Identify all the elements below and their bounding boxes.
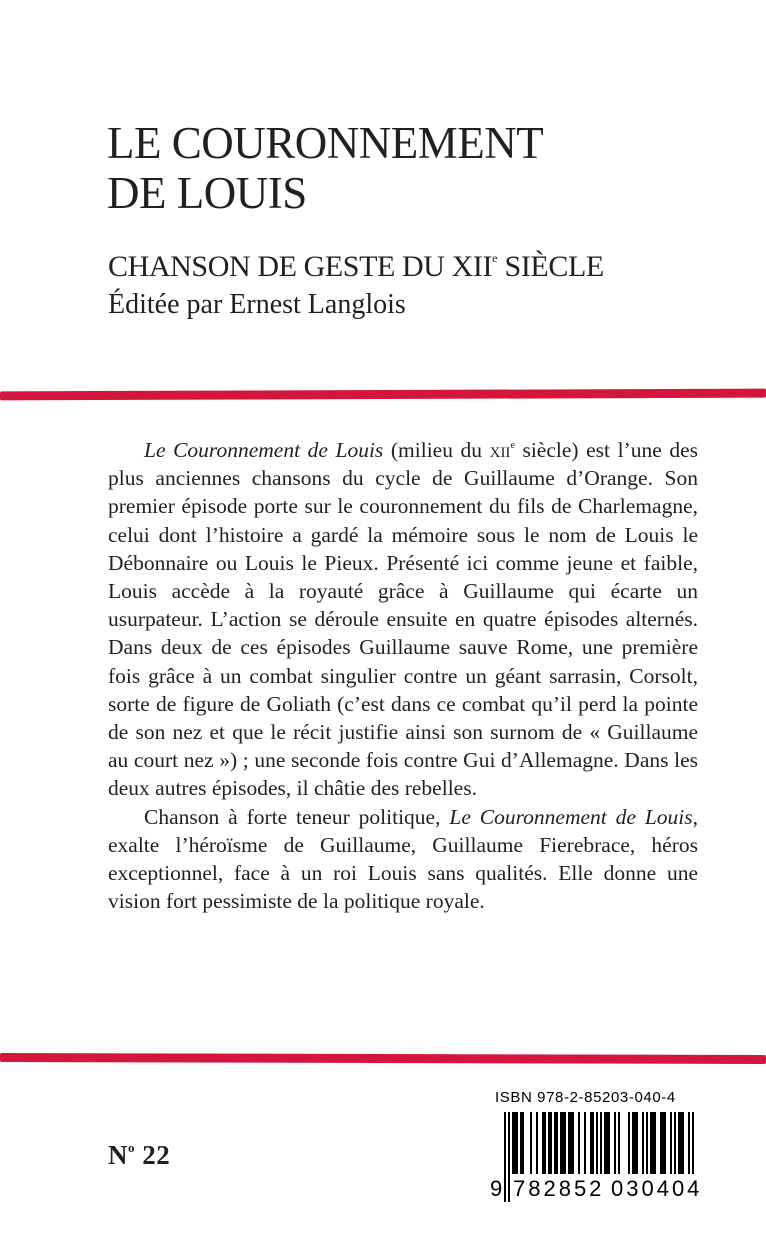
- blurb-century-sup: e: [510, 440, 515, 451]
- barcode-bar: [614, 1112, 616, 1174]
- barcode-bar: [650, 1112, 652, 1174]
- barcode-bar: [592, 1112, 594, 1174]
- barcode-bar: [628, 1112, 630, 1174]
- barcode-bar: [590, 1112, 592, 1174]
- title-line-1: LE COURONNEMENT: [107, 118, 544, 168]
- subtitle-superscript: e: [492, 251, 498, 265]
- back-cover-blurb: [108, 432, 698, 915]
- barcode-bar: [536, 1112, 538, 1174]
- series-number: [108, 1140, 170, 1171]
- barcode-bar: [548, 1112, 550, 1174]
- barcode-bar: [670, 1112, 672, 1174]
- barcode-bar: [542, 1112, 544, 1174]
- isbn-barcode-block: [490, 1088, 710, 1208]
- barcode-bar: [512, 1112, 514, 1174]
- blurb-title-italic: Le Couronnement de Louis: [449, 804, 693, 829]
- barcode-bar: [522, 1112, 524, 1174]
- barcode-bar: [572, 1112, 574, 1174]
- blurb-title-italic: Le Couronnement de Louis: [144, 438, 384, 462]
- blurb-paragraph-1: [108, 432, 698, 803]
- blurb-text: Chanson à forte teneur politique,: [144, 804, 450, 829]
- barcode-bar: [556, 1112, 558, 1174]
- barcode-bar: [604, 1112, 606, 1174]
- barcode-bar: [662, 1112, 664, 1174]
- series-label-sup: o: [128, 1140, 135, 1155]
- barcode-bar: [564, 1112, 566, 1174]
- title-line-2: DE LOUIS: [107, 168, 307, 218]
- book-title: [107, 118, 543, 218]
- barcode-bar: [520, 1112, 522, 1174]
- subtitle-century-word: SIÈCLE: [497, 250, 604, 283]
- barcode-bar: [674, 1112, 676, 1174]
- barcode-bar: [646, 1112, 648, 1174]
- barcode-guard-bar: [508, 1112, 510, 1202]
- top-red-divider: [0, 389, 766, 401]
- barcode-bar: [678, 1112, 680, 1174]
- barcode-bar: [632, 1112, 634, 1174]
- blurb-century: xii: [489, 438, 511, 462]
- barcode-bar: [608, 1112, 610, 1174]
- barcode-bar: [550, 1112, 552, 1174]
- barcode-bar: [664, 1112, 666, 1174]
- barcode-bar: [544, 1112, 546, 1174]
- barcode-bar: [618, 1112, 620, 1174]
- bottom-red-divider: [0, 1053, 766, 1064]
- barcode-bar: [584, 1112, 586, 1174]
- barcode-bar: [606, 1112, 608, 1174]
- barcode-digits-left: 782852: [511, 1174, 606, 1204]
- barcode-bar: [562, 1112, 564, 1174]
- barcode-bar: [554, 1112, 556, 1174]
- barcode-bar: [660, 1112, 662, 1174]
- book-subtitle: [108, 238, 604, 287]
- series-label: N: [108, 1140, 128, 1170]
- barcode-digits-right: 030404: [609, 1174, 704, 1204]
- blurb-text: (milieu du: [383, 438, 490, 462]
- barcode-bar: [578, 1112, 580, 1174]
- barcode-bar: [516, 1112, 518, 1174]
- barcode-bar: [652, 1112, 654, 1174]
- blurb-text: , exalte l’héroïsme de Guillaume, Guillaume Fierebrace, héros exceptionnel, face à un roi Louis sans qualités. Elle donne une vision fort pessimiste de la politique royale.: [108, 804, 698, 914]
- barcode-bar: [570, 1112, 572, 1174]
- barcode-bar: [634, 1112, 636, 1174]
- blurb-paragraph-2: [108, 803, 698, 916]
- barcode-bar: [636, 1112, 638, 1174]
- barcode-bar: [530, 1112, 532, 1174]
- barcode-bar: [682, 1112, 684, 1174]
- isbn-label: ISBN 978-2-85203-040-4: [495, 1089, 676, 1106]
- barcode-bar: [568, 1112, 570, 1174]
- barcode-digit-lead: 9: [490, 1176, 506, 1201]
- blurb-text: siècle) est l’une des plus anciennes chansons du cycle de Guillaume d’Orange. Son premier épisode porte sur le couronnement du fils de Charlemagne, celui dont l’histoire a gardé la mémoire sous le nom de Louis le Débonnaire ou Louis le Pieux. Présenté ici comme jeune et faible, Louis accède à la royauté grâce à Guillaume qui écarte un usurpateur. L’action se déroule ensuite en quatre épisodes alternés. Dans deux de ces épisodes Guillaume sauve Rome, une première fois grâce à un combat singulier contre un géant sarrasin, Corsolt, sorte de figure de Goliath (c’est dans ce combat qu’il perd la pointe de son nez et que le récit justifie ainsi son surnom de « Guillaume au court nez ») ; une seconde fois contre Gui d’Allemagne. Dans les deux autres épisodes, il châtie des rebelles.: [108, 438, 698, 801]
- barcode-bar: [560, 1112, 562, 1174]
- editor-credit: Éditée par Ernest Langlois: [108, 289, 406, 320]
- barcode-bar: [514, 1112, 516, 1174]
- subtitle-text: CHANSON DE GESTE DU XII: [108, 250, 493, 283]
- barcode-bar: [680, 1112, 682, 1174]
- series-number-value: 22: [135, 1140, 171, 1170]
- barcode-bar: [654, 1112, 656, 1174]
- barcode-bar: [642, 1112, 644, 1174]
